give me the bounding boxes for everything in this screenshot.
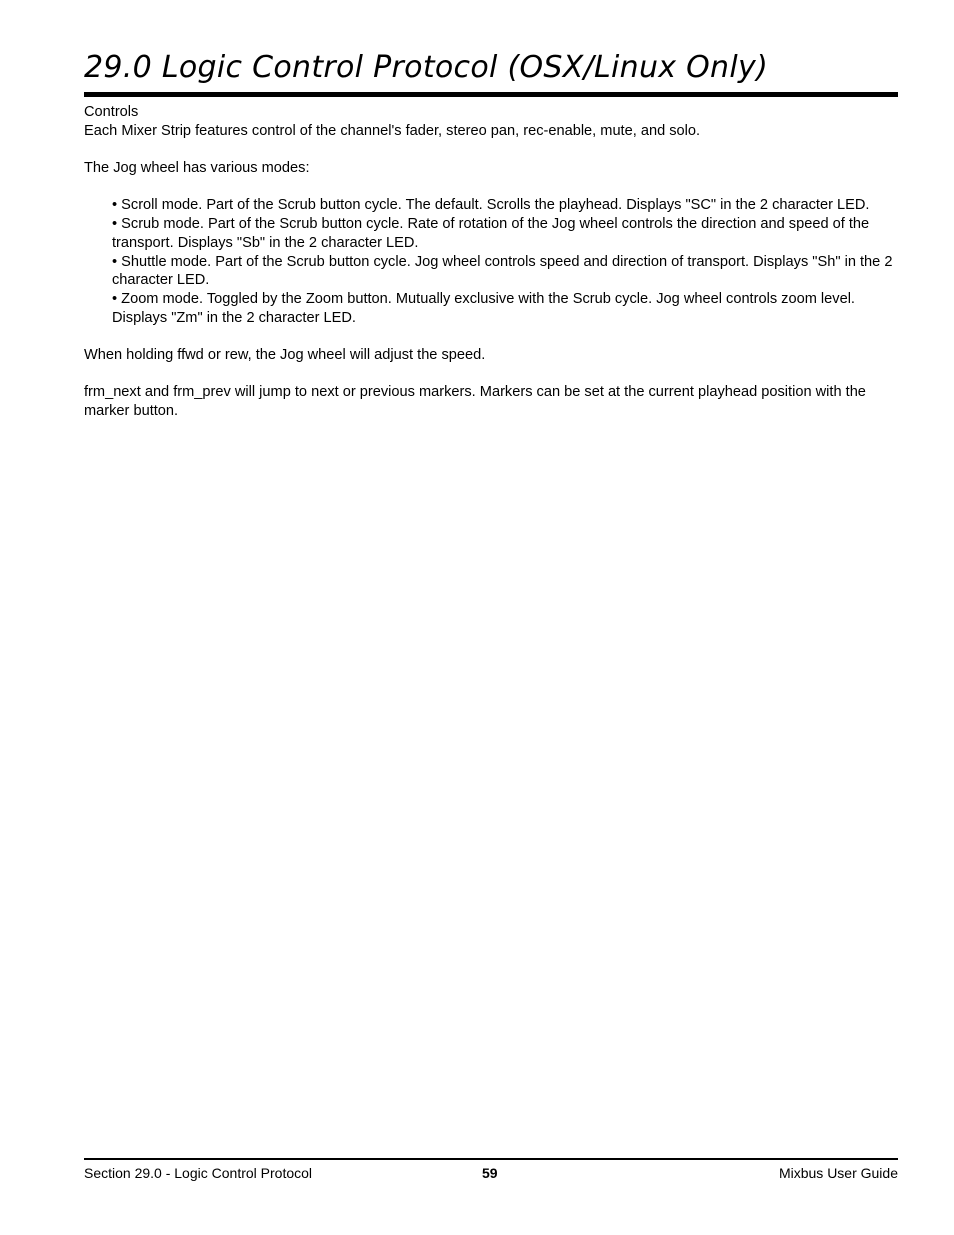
page-footer: [84, 1164, 898, 1184]
paragraph-spacer: [84, 178, 898, 197]
jog-modes-list: [84, 196, 898, 327]
list-item: • Scroll mode. Part of the Scrub button cycle. The default. Scrolls the playhead. Displays "SC" in the 2 character LED.: [112, 197, 870, 214]
paragraph-spacer: [84, 365, 898, 384]
section-heading: Controls: [84, 104, 139, 120]
page-title: 29.0 Logic Control Protocol (OSX/Linux Only): [84, 50, 769, 85]
list-item: • Zoom mode. Toggled by the Zoom button. Mutually exclusive with the Scrub cycle. Jog wheel controls zoom level. Displays "Zm" in the 2 character LED.: [112, 291, 855, 326]
list-item: • Scrub mode. Part of the Scrub button cycle. Rate of rotation of the Jog wheel controls the direction and speed of the transport. Displays "Sb" in the 2 character LED.: [112, 216, 870, 251]
footer-guide-title: Mixbus User Guide: [778, 1165, 898, 1181]
jog-intro-paragraph: The Jog wheel has various modes:: [84, 160, 310, 177]
title-divider: [84, 92, 898, 97]
markers-paragraph: frm_next and frm_prev will jump to next or previous markers. Markers can be set at the current playhead position with the marker button.: [84, 384, 866, 420]
paragraph-spacer: [84, 140, 898, 159]
footer-section-label: Section 29.0 - Logic Control Protocol: [84, 1165, 313, 1181]
page-number: 59: [482, 1165, 498, 1181]
ffwd-paragraph: When holding ffwd or rew, the Jog wheel will adjust the speed.: [84, 347, 486, 364]
intro-paragraph: Each Mixer Strip features control of the channel's fader, stereo pan, rec-enable, mute, and solo.: [84, 122, 701, 139]
paragraph-spacer: [84, 327, 898, 346]
page-body: [84, 103, 898, 421]
list-item: • Shuttle mode. Part of the Scrub button cycle. Jog wheel controls speed and direction of transport. Displays "Sh" in the 2 character LED.: [112, 253, 893, 289]
footer-divider: [84, 1158, 898, 1160]
